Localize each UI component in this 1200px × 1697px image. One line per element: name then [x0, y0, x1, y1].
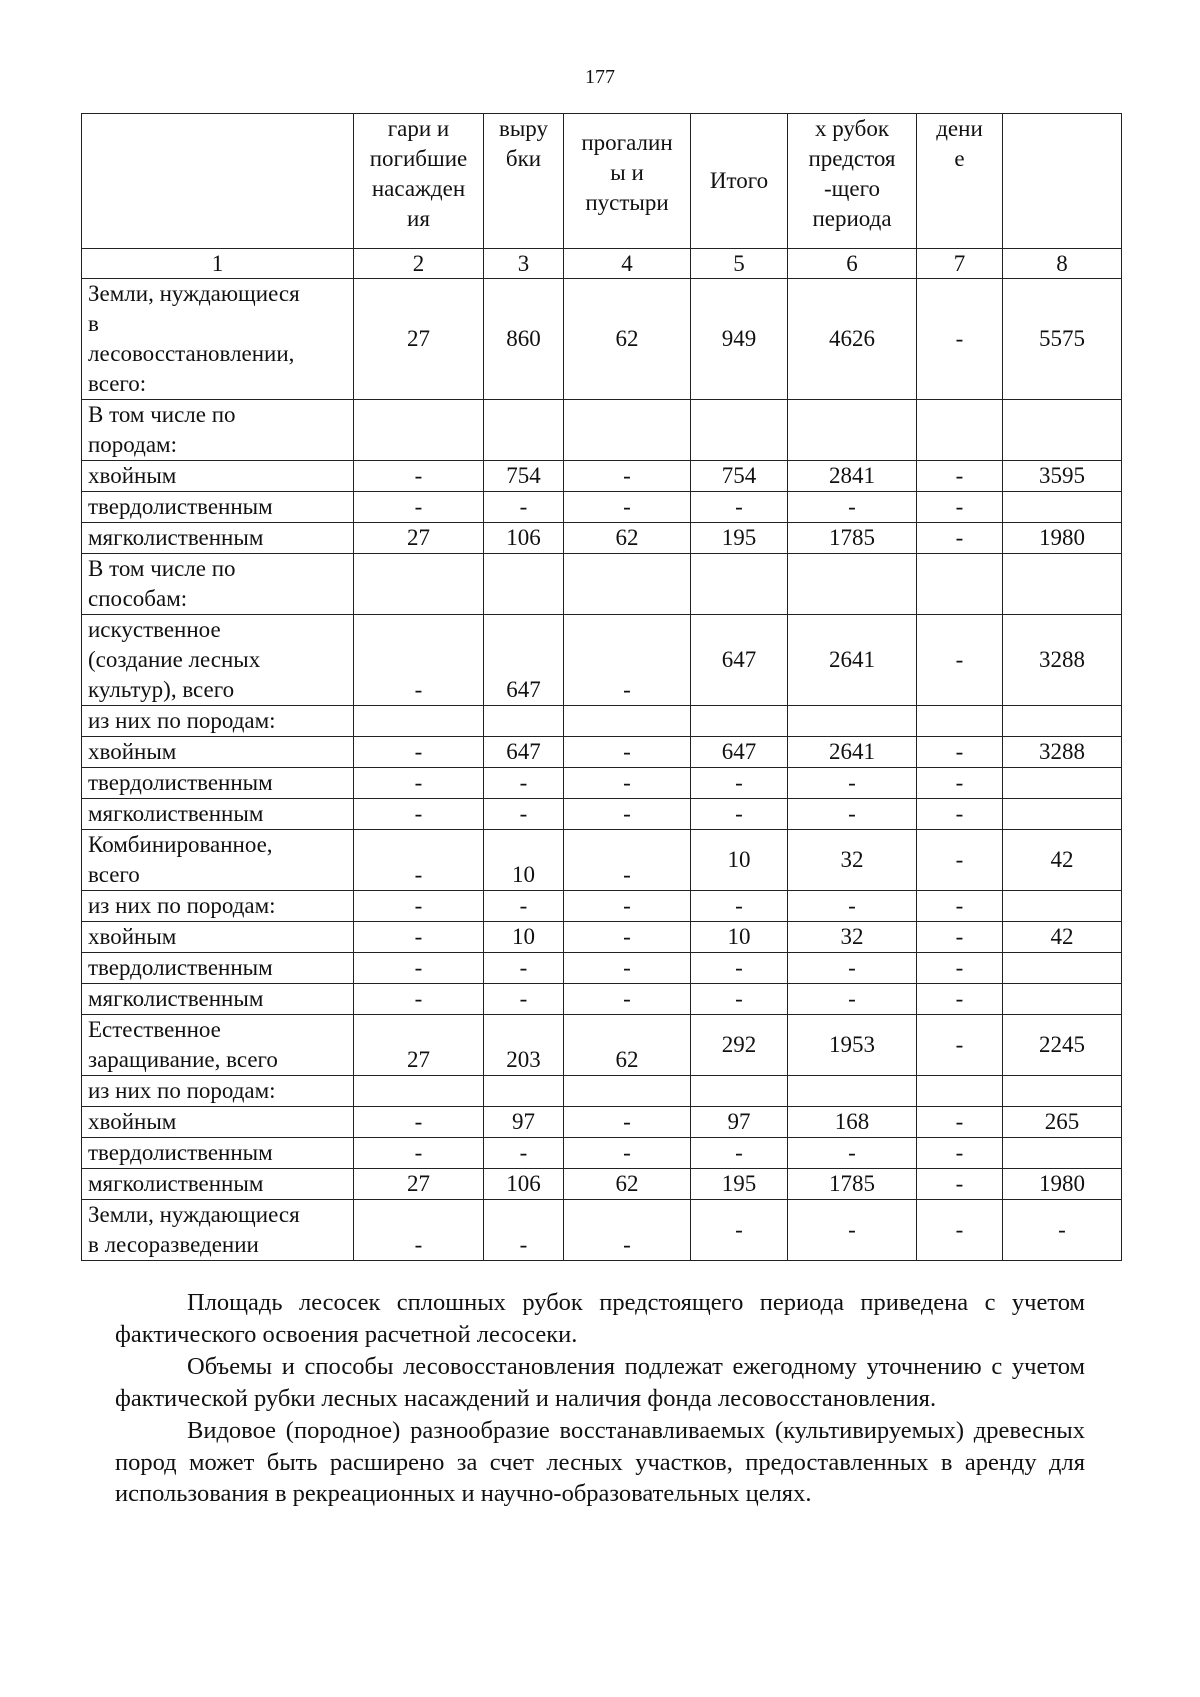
table-cell	[564, 554, 691, 615]
row-label	[82, 953, 354, 984]
row-label	[82, 554, 354, 615]
table-row	[82, 1076, 1122, 1107]
table-cell	[354, 706, 484, 737]
text-line: периода	[812, 206, 892, 231]
table-cell: 10	[691, 922, 788, 953]
table-cell: -	[354, 1107, 484, 1138]
table-cell: -	[691, 891, 788, 922]
table-cell: 42	[1003, 830, 1122, 891]
table-cell: 292	[691, 1015, 788, 1076]
table-cell	[788, 554, 917, 615]
text-line: хвойным	[88, 739, 177, 764]
table-cell: 62	[564, 1015, 691, 1076]
table-cell: 62	[564, 523, 691, 554]
table-row	[82, 922, 1122, 953]
table-cell	[484, 706, 564, 737]
table-cell	[691, 400, 788, 461]
table-cell: 2245	[1003, 1015, 1122, 1076]
text-line: из них по породам:	[88, 893, 276, 918]
paragraph: Объемы и способы лесовосстановления подлежат ежегодному уточнению с учетом фактической рубки лесных насаждений и наличия фонда лесовосстановления.	[115, 1353, 1085, 1412]
table-cell	[1003, 492, 1122, 523]
table-cell: -	[484, 984, 564, 1015]
table-cell: -	[484, 492, 564, 523]
table-row	[82, 523, 1122, 554]
table-cell: 860	[484, 279, 564, 400]
table-cell: -	[354, 1200, 484, 1261]
text-line: из них по породам:	[88, 1078, 276, 1103]
text-line: твердолиственным	[88, 494, 273, 519]
table-cell: 195	[691, 523, 788, 554]
paragraph: Площадь лесосек сплошных рубок предстоящего периода приведена с учетом фактического освоения расчетной лесосеки.	[115, 1289, 1085, 1348]
table-cell: 4626	[788, 279, 917, 400]
table-cell	[1003, 1138, 1122, 1169]
column-header	[82, 114, 354, 249]
column-number: 6	[788, 249, 917, 279]
table-cell: -	[788, 768, 917, 799]
table-cell	[354, 1076, 484, 1107]
text-line: способам:	[88, 586, 188, 611]
table-row	[82, 830, 1122, 891]
table-cell: -	[917, 1107, 1003, 1138]
table-cell: 949	[691, 279, 788, 400]
table-cell: -	[564, 984, 691, 1015]
text-line: В том числе по	[88, 556, 236, 581]
table-cell: -	[354, 891, 484, 922]
table-cell: 1785	[788, 1169, 917, 1200]
table-row	[82, 1015, 1122, 1076]
table-cell	[354, 400, 484, 461]
row-label	[82, 400, 354, 461]
row-label	[82, 737, 354, 768]
table-cell: -	[564, 891, 691, 922]
column-header	[484, 114, 564, 249]
table-cell: -	[917, 953, 1003, 984]
table-cell: -	[354, 1138, 484, 1169]
text-line: твердолиственным	[88, 770, 273, 795]
table-cell	[788, 1076, 917, 1107]
table-cell: -	[788, 891, 917, 922]
table-cell: -	[917, 830, 1003, 891]
table-cell: -	[354, 492, 484, 523]
text-line: мягколиственным	[88, 1171, 264, 1196]
table-cell: -	[691, 953, 788, 984]
table-cell	[564, 1076, 691, 1107]
table-cell: 2841	[788, 461, 917, 492]
text-line: насажден	[371, 176, 466, 201]
table-cell: -	[788, 984, 917, 1015]
table-cell: -	[484, 1200, 564, 1261]
table-cell: 10	[484, 830, 564, 891]
table-cell: -	[484, 891, 564, 922]
text-line: хвойным	[88, 924, 177, 949]
table-cell: 754	[484, 461, 564, 492]
table-cell: -	[564, 799, 691, 830]
table-cell: -	[354, 615, 484, 706]
column-header	[354, 114, 484, 249]
column-number: 1	[82, 249, 354, 279]
table-cell: -	[788, 799, 917, 830]
text-line: твердолиственным	[88, 1140, 273, 1165]
table-cell: 32	[788, 830, 917, 891]
table-cell: -	[354, 768, 484, 799]
table-cell: -	[917, 799, 1003, 830]
table-cell: 5575	[1003, 279, 1122, 400]
row-label	[82, 1107, 354, 1138]
table-row	[82, 737, 1122, 768]
table-cell: -	[917, 523, 1003, 554]
row-label	[82, 1200, 354, 1261]
text-line: гари и	[387, 116, 450, 141]
text-line: лесовосстановлении,	[88, 341, 295, 366]
table-cell: 27	[354, 523, 484, 554]
table-cell	[484, 554, 564, 615]
table-body	[82, 279, 1122, 1261]
table-cell: 10	[484, 922, 564, 953]
table-cell: 647	[691, 615, 788, 706]
table-cell: -	[484, 1138, 564, 1169]
text-line: Комбинированное,	[88, 832, 273, 857]
row-label	[82, 1138, 354, 1169]
table-cell: -	[788, 953, 917, 984]
text-line: в	[88, 311, 99, 336]
row-label	[82, 1076, 354, 1107]
table-row	[82, 984, 1122, 1015]
row-label	[82, 984, 354, 1015]
table-row	[82, 615, 1122, 706]
text-line: Итого	[709, 168, 769, 193]
table-cell	[1003, 891, 1122, 922]
paragraph: Видовое (породное) разнообразие восстанавливаемых (культивируемых) древесных пород может быть расширено за счет лесных участков, предоставленных в аренду для использования в рекреационных и научно-образовательных целях.	[115, 1417, 1085, 1507]
text-line: хвойным	[88, 463, 177, 488]
table-cell	[1003, 400, 1122, 461]
text-line: заращивание, всего	[88, 1047, 278, 1072]
table-cell	[691, 554, 788, 615]
table-cell	[1003, 706, 1122, 737]
column-header	[788, 114, 917, 249]
table-cell: -	[917, 492, 1003, 523]
table-cell: 265	[1003, 1107, 1122, 1138]
text-line: бки	[505, 146, 542, 171]
table-row	[82, 279, 1122, 400]
table-cell: -	[788, 492, 917, 523]
table-cell: -	[917, 279, 1003, 400]
table-cell: -	[564, 768, 691, 799]
table-cell: -	[788, 1138, 917, 1169]
row-label	[82, 1169, 354, 1200]
text-line: выру	[498, 116, 548, 141]
table-cell: 106	[484, 523, 564, 554]
table-cell: -	[691, 1138, 788, 1169]
row-label	[82, 523, 354, 554]
table-cell: -	[917, 1169, 1003, 1200]
row-label	[82, 922, 354, 953]
text-line: мягколиственным	[88, 801, 264, 826]
column-number: 2	[354, 249, 484, 279]
table-cell: -	[691, 768, 788, 799]
table-cell: 10	[691, 830, 788, 891]
table-cell: -	[564, 953, 691, 984]
table-cell: 2641	[788, 737, 917, 768]
text-line: погибшие	[369, 146, 468, 171]
table-cell	[917, 400, 1003, 461]
table-cell: -	[691, 799, 788, 830]
table-row	[82, 706, 1122, 737]
table-row	[82, 1169, 1122, 1200]
table-cell	[691, 706, 788, 737]
table-cell: -	[354, 953, 484, 984]
table-cell	[564, 706, 691, 737]
text-line: хвойным	[88, 1109, 177, 1134]
table-cell: 3288	[1003, 615, 1122, 706]
row-label	[82, 461, 354, 492]
column-number: 5	[691, 249, 788, 279]
table-row	[82, 768, 1122, 799]
table-cell: -	[354, 984, 484, 1015]
text-line: В том числе по	[88, 402, 236, 427]
table-cell: 1980	[1003, 1169, 1122, 1200]
table-cell: -	[917, 1138, 1003, 1169]
table-cell: 2641	[788, 615, 917, 706]
row-label	[82, 768, 354, 799]
text-line: -щего	[824, 176, 880, 201]
table-row	[82, 891, 1122, 922]
table-cell	[484, 400, 564, 461]
table-cell	[788, 706, 917, 737]
text-line: пустыри	[585, 190, 669, 215]
text-line: культур), всего	[88, 677, 235, 702]
row-label	[82, 799, 354, 830]
text-line: породам:	[88, 432, 178, 457]
table-cell: 106	[484, 1169, 564, 1200]
table-cell: -	[917, 737, 1003, 768]
text-line: Земли, нуждающиеся	[88, 1202, 300, 1227]
table-cell: -	[484, 953, 564, 984]
row-label	[82, 492, 354, 523]
row-label	[82, 706, 354, 737]
table-cell	[1003, 953, 1122, 984]
text-line: е	[954, 146, 965, 171]
table-row	[82, 1107, 1122, 1138]
text-line: Естественное	[88, 1017, 221, 1042]
table-row	[82, 400, 1122, 461]
column-number: 7	[917, 249, 1003, 279]
table-row	[82, 461, 1122, 492]
row-label	[82, 615, 354, 706]
table-cell: 97	[484, 1107, 564, 1138]
table-cell: -	[484, 768, 564, 799]
table-cell	[564, 400, 691, 461]
table-cell: -	[691, 492, 788, 523]
table-cell: -	[564, 922, 691, 953]
table-row	[82, 554, 1122, 615]
table-cell: -	[917, 922, 1003, 953]
column-number: 3	[484, 249, 564, 279]
table-cell: -	[917, 1200, 1003, 1261]
table-cell: -	[917, 1015, 1003, 1076]
text-line: ы и	[610, 160, 644, 185]
table-row	[82, 953, 1122, 984]
text-line: (создание лесных	[88, 647, 261, 672]
column-number: 4	[564, 249, 691, 279]
table-cell: 203	[484, 1015, 564, 1076]
table-cell: -	[354, 922, 484, 953]
table-cell: -	[564, 1200, 691, 1261]
table-row	[82, 1138, 1122, 1169]
column-number: 8	[1003, 249, 1122, 279]
table-cell	[1003, 984, 1122, 1015]
text-line: мягколиственным	[88, 986, 264, 1011]
table-cell: 1953	[788, 1015, 917, 1076]
table-cell: -	[564, 492, 691, 523]
table-row	[82, 492, 1122, 523]
table-cell: 62	[564, 1169, 691, 1200]
table-cell: -	[917, 891, 1003, 922]
table-cell	[691, 1076, 788, 1107]
header-row	[82, 114, 1122, 249]
table-cell: 3595	[1003, 461, 1122, 492]
column-header	[691, 114, 788, 249]
column-header	[917, 114, 1003, 249]
text-line: из них по породам:	[88, 708, 276, 733]
text-line: Земли, нуждающиеся	[88, 281, 300, 306]
table-cell: 97	[691, 1107, 788, 1138]
text-line: ия	[407, 206, 430, 231]
table-cell: 195	[691, 1169, 788, 1200]
table-cell: 32	[788, 922, 917, 953]
table-cell: -	[917, 615, 1003, 706]
table-cell	[1003, 768, 1122, 799]
table-cell: -	[564, 1138, 691, 1169]
table-cell: -	[354, 737, 484, 768]
table-row	[82, 1200, 1122, 1261]
text-line: мягколиственным	[88, 525, 264, 550]
table-cell: 27	[354, 1169, 484, 1200]
table-cell: -	[564, 737, 691, 768]
table-cell: 27	[354, 279, 484, 400]
table-cell: 62	[564, 279, 691, 400]
table-cell: -	[354, 830, 484, 891]
reforestation-table	[81, 113, 1122, 1261]
table-cell: -	[691, 984, 788, 1015]
table-cell: 647	[484, 615, 564, 706]
table-cell: -	[564, 1107, 691, 1138]
table-cell: -	[1003, 1200, 1122, 1261]
page-number: 177	[585, 66, 615, 88]
table-cell: 647	[691, 737, 788, 768]
table-cell: -	[354, 799, 484, 830]
row-label	[82, 830, 354, 891]
table-cell: -	[564, 461, 691, 492]
text-line: х рубок	[814, 116, 890, 141]
table-cell: 647	[484, 737, 564, 768]
table-cell: 27	[354, 1015, 484, 1076]
table-cell: -	[788, 1200, 917, 1261]
table-cell: -	[917, 461, 1003, 492]
row-label	[82, 1015, 354, 1076]
text-line: искуственное	[88, 617, 221, 642]
table-cell	[1003, 799, 1122, 830]
table-cell: 1785	[788, 523, 917, 554]
table-cell	[1003, 1076, 1122, 1107]
text-line: в лесоразведении	[88, 1232, 259, 1257]
table-cell: -	[564, 615, 691, 706]
table-row	[82, 799, 1122, 830]
table-cell: -	[484, 799, 564, 830]
column-header	[1003, 114, 1122, 249]
table-cell: 754	[691, 461, 788, 492]
table-cell	[917, 1076, 1003, 1107]
text-line: прогалин	[581, 130, 673, 155]
row-label	[82, 279, 354, 400]
text-line: дени	[936, 116, 983, 141]
table-cell: 3288	[1003, 737, 1122, 768]
table-cell: -	[354, 461, 484, 492]
column-header	[564, 114, 691, 249]
table-cell: 1980	[1003, 523, 1122, 554]
body-text	[115, 1287, 1085, 1511]
table-cell	[788, 400, 917, 461]
column-number-row	[82, 249, 1122, 279]
table-cell: 168	[788, 1107, 917, 1138]
text-line: всего:	[88, 371, 147, 396]
table-cell: -	[564, 830, 691, 891]
text-line: всего	[88, 862, 140, 887]
text-line: твердолиственным	[88, 955, 273, 980]
table-cell	[1003, 554, 1122, 615]
table-cell	[917, 554, 1003, 615]
table-cell: -	[691, 1200, 788, 1261]
row-label	[82, 891, 354, 922]
table-cell	[484, 1076, 564, 1107]
table-cell	[354, 554, 484, 615]
text-line: предстоя	[808, 146, 896, 171]
table-cell: -	[917, 768, 1003, 799]
table-cell: 42	[1003, 922, 1122, 953]
table-cell: -	[917, 984, 1003, 1015]
table-cell	[917, 706, 1003, 737]
